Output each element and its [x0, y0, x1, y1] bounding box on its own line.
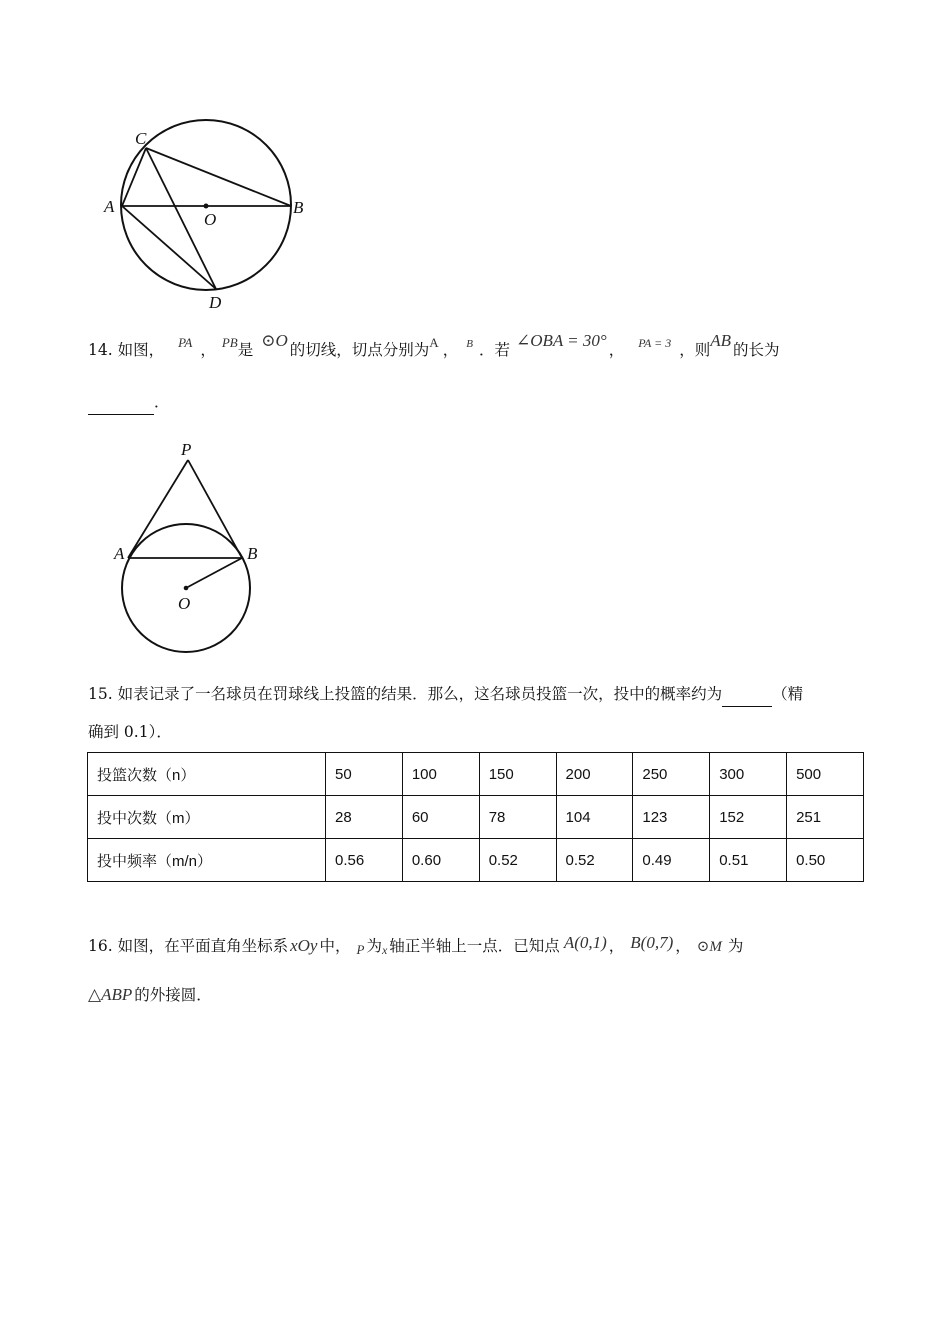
- q14-text-4: 的切线，切点分别为: [289, 341, 430, 359]
- q14-text-7: ，: [608, 341, 625, 359]
- label-b: B: [247, 544, 258, 563]
- table-cell: 104: [556, 796, 633, 839]
- table-cell: 50: [326, 753, 403, 796]
- math-ab: AB: [710, 331, 732, 350]
- row-label: 投中频率（m/n）: [88, 839, 326, 882]
- circle-figure-13: [95, 112, 325, 317]
- label-a: A: [114, 544, 125, 563]
- line-ad: [122, 206, 216, 289]
- math-a: A: [429, 335, 439, 350]
- table-cell: 0.50: [787, 839, 864, 882]
- math-p: P: [356, 942, 365, 957]
- question-number: 16.: [88, 937, 113, 955]
- question-15-line2: [88, 720, 172, 744]
- math-pa: PA: [178, 335, 193, 350]
- q16-text-2: 中，: [319, 937, 351, 955]
- table-cell: 152: [710, 796, 787, 839]
- math-circle-m: ⊙M: [696, 939, 722, 955]
- table-cell: 150: [479, 753, 556, 796]
- math-point-b: B(0,7): [630, 933, 674, 952]
- math-circle-o: ⊙O: [261, 331, 288, 350]
- question-16: [88, 934, 743, 959]
- q14-end: ．: [154, 393, 170, 411]
- question-14: [88, 331, 780, 364]
- question-number: 15.: [88, 685, 113, 703]
- table-cell: 0.56: [326, 839, 403, 882]
- q16-text-8: 的外接圆．: [134, 986, 212, 1004]
- center-dot-o: [184, 586, 189, 591]
- q16-text-1: 如图，在平面直角坐标系: [117, 937, 289, 955]
- label-p: P: [181, 440, 192, 459]
- question-16-line2: [88, 983, 212, 1007]
- label-o: O: [178, 594, 191, 613]
- q16-text-4: 轴正半轴上一点．已知点: [389, 937, 560, 955]
- table-cell: 0.52: [479, 839, 556, 882]
- tangent-figure-14: [108, 440, 278, 660]
- q14-text-1: 如图，: [117, 341, 165, 359]
- label-d: D: [209, 293, 222, 312]
- line-ob: [186, 558, 242, 588]
- math-b: B: [466, 338, 473, 350]
- q14-text-6: ．若: [478, 341, 510, 359]
- table-cell: 0.52: [556, 839, 633, 882]
- question-number: 14.: [88, 341, 113, 359]
- q16-text-5: ，: [608, 937, 625, 955]
- table-cell: 60: [402, 796, 479, 839]
- table-cell: 28: [326, 796, 403, 839]
- q15-line1: 如表记录了一名球员在罚球线上投篮的结果．那么，这名球员投篮一次，投中的概率约为: [117, 685, 723, 703]
- line-pa: [128, 460, 188, 558]
- math-angle-oba: ∠OBA = 30°: [515, 331, 607, 350]
- table-cell: 500: [787, 753, 864, 796]
- q14-text-9: 的长为: [733, 341, 780, 359]
- q16-text-3: 为: [366, 937, 382, 955]
- q16-text-7: 为: [727, 937, 744, 955]
- q14-text-3: 是: [237, 341, 254, 359]
- table-cell: 200: [556, 753, 633, 796]
- q14-text-2: ，: [200, 341, 216, 359]
- table-cell: 0.49: [633, 839, 710, 882]
- math-triangle-abp: △ABP: [88, 985, 133, 1004]
- q14-text-5: ，: [442, 341, 459, 359]
- q16-text-6: ，: [675, 937, 691, 955]
- q14-text-8: ，则: [679, 341, 711, 359]
- table-row: [88, 753, 864, 796]
- q15-line2: 确到 0.1）．: [88, 723, 172, 741]
- q15-line1-end: （精: [772, 685, 804, 703]
- row-label: 投中次数（m）: [88, 796, 326, 839]
- table-cell: 78: [479, 796, 556, 839]
- table-row: [88, 839, 864, 882]
- line-cb: [146, 148, 291, 206]
- table-cell: 0.60: [402, 839, 479, 882]
- row-label: 投篮次数（n）: [88, 753, 326, 796]
- answer-blank[interactable]: [722, 682, 772, 707]
- math-point-a: A(0,1): [563, 933, 607, 952]
- table-cell: 300: [710, 753, 787, 796]
- table-row: [88, 796, 864, 839]
- question-15: [88, 682, 803, 707]
- label-c: C: [135, 129, 147, 148]
- math-pa-equals: PA = 3: [638, 336, 672, 350]
- math-xoy: xOy: [290, 936, 318, 955]
- label-b: B: [293, 198, 304, 217]
- shooting-results-table: [87, 752, 864, 882]
- label-a: A: [104, 197, 115, 216]
- line-pb: [188, 460, 242, 558]
- table-cell: 0.51: [710, 839, 787, 882]
- label-o: O: [204, 210, 217, 229]
- math-pb: PB: [221, 335, 238, 350]
- table-cell: 123: [633, 796, 710, 839]
- table-cell: 100: [402, 753, 479, 796]
- table-cell: 250: [633, 753, 710, 796]
- answer-blank[interactable]: [88, 390, 154, 415]
- table-cell: 251: [787, 796, 864, 839]
- center-dot-o: [204, 204, 209, 209]
- math-x: x: [381, 943, 388, 957]
- question-14-answer-line: [88, 390, 170, 415]
